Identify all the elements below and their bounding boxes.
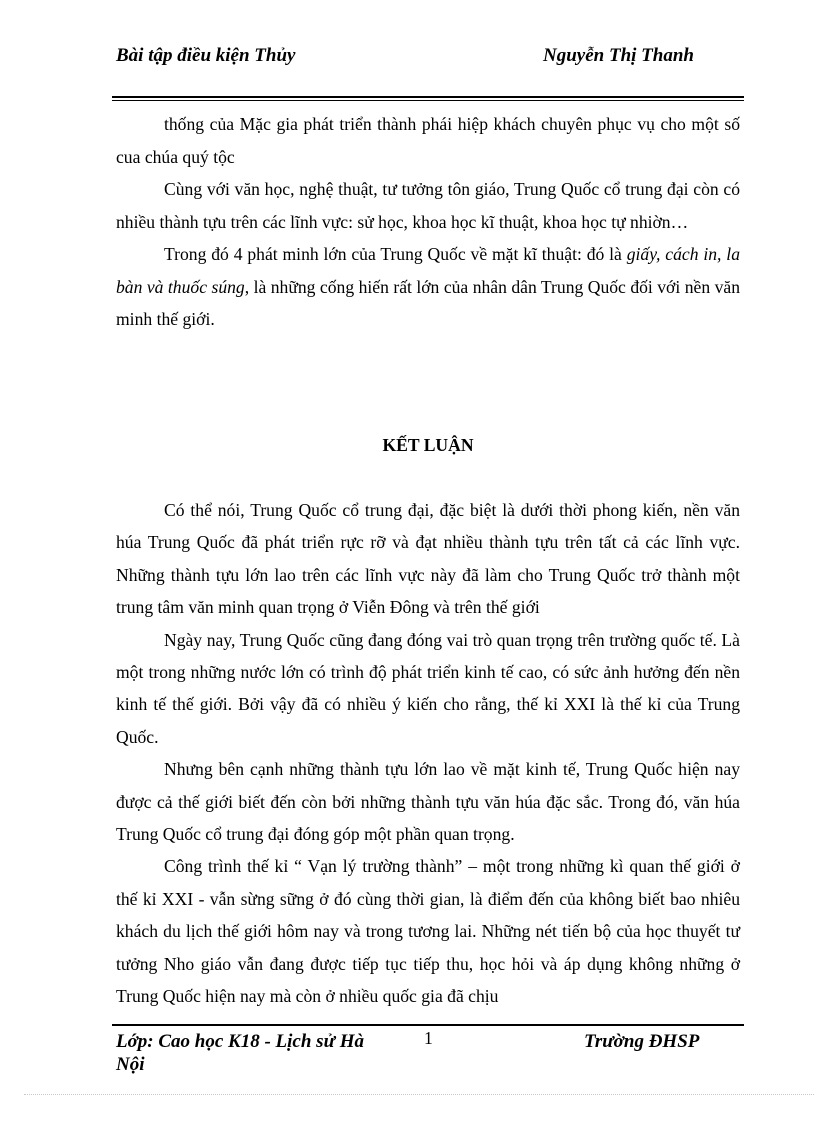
conclusion-paragraph-2: Ngày nay, Trung Quốc cũng đang đóng vai trò quan trọng trên trường quốc tế. Là một trong những nước lớn có trình độ phát triển kinh tế cao, có sức ảnh hưởng đến nền kinh tế thế giới. Bởi vậy đã có nhiều ý kiến cho rằng, thế kỉ XXI là thế kỉ của Trung Quốc. bbox=[116, 629, 740, 747]
body-paragraph-3-tail: , là những cống hiến rất lớn của nhân dân Trung Quốc đối với nền văn minh thế giới. bbox=[116, 276, 740, 329]
body-paragraph-3-italic: giấy, cách in, la bàn và thuốc súng bbox=[116, 244, 740, 297]
page-bottom-edge bbox=[24, 1094, 814, 1095]
body-paragraph-3 bbox=[116, 238, 740, 336]
footer-class-info: Lớp: Cao học K18 - Lịch sử Hà Nội bbox=[116, 1031, 364, 1075]
header-author-left: Bài tập điều kiện Thủy bbox=[116, 45, 296, 66]
conclusion-paragraph-4: Công trình thế kỉ “ Vạn lý trường thành” – một trong những kì quan thế giới ở thế kỉ XXI - vẫn sừng sững ở đó cùng thời gian, là điểm đến của không biết bao nhiêu khách du lịch thế giới hôm nay và trong tương lai. Những nét tiến bộ của học thuyết tư tưởng Nho giáo vẫn đang được tiếp tục tiếp thu, học hỏi và áp dụng không những ở Trung Quốc hiện nay mà còn ở nhiều quốc gia đã chịu bbox=[116, 856, 740, 1007]
body-paragraph-2: Cùng với văn học, nghệ thuật, tư tưởng tôn giáo, Trung Quốc cổ trung đại còn có nhiều thành tựu trên các lĩnh vực: sử học, khoa học kĩ thuật, khoa học tự nhiờn… bbox=[116, 179, 740, 232]
header-divider bbox=[112, 96, 744, 101]
conclusion-paragraph-1: Có thể nói, Trung Quốc cổ trung đại, đặc biệt là dưới thời phong kiến, nền văn húa Trung Quốc đã phát triển rực rỡ và đạt nhiều thành tựu trên tất cả các lĩnh vực. Những thành tựu lớn lao trên các lĩnh vực này đã làm cho Trung Quốc trở thành một trung tâm văn minh quan trọng ở Viễn Đông và trên thế giới bbox=[116, 500, 740, 618]
conclusion-section bbox=[116, 494, 740, 1013]
footer-divider bbox=[112, 1024, 744, 1026]
body-paragraph-1: thống của Mặc gia phát triển thành phái hiệp khách chuyên phục vụ cho một số cua chúa quý tộc bbox=[116, 114, 740, 167]
section-heading: KẾT LUẬN bbox=[382, 435, 474, 455]
header-author-right: Nguyễn Thị Thanh bbox=[543, 45, 694, 66]
conclusion-paragraph-3: Nhưng bên cạnh những thành tựu lớn lao về mặt kinh tế, Trung Quốc hiện nay được cả thế giới biết đến còn bởi những thành tựu văn húa đặc sắc. Trong đó, văn húa Trung Quốc cổ trung đại đóng góp một phần quan trọng. bbox=[116, 759, 740, 845]
footer-school: Trường ĐHSP bbox=[584, 1031, 700, 1052]
page-number: 1 bbox=[424, 1028, 433, 1048]
body-paragraph-3-lead: Trong đó 4 phát minh lớn của Trung Quốc về mặt kĩ thuật: đó là bbox=[164, 244, 627, 264]
body-section bbox=[116, 108, 740, 336]
